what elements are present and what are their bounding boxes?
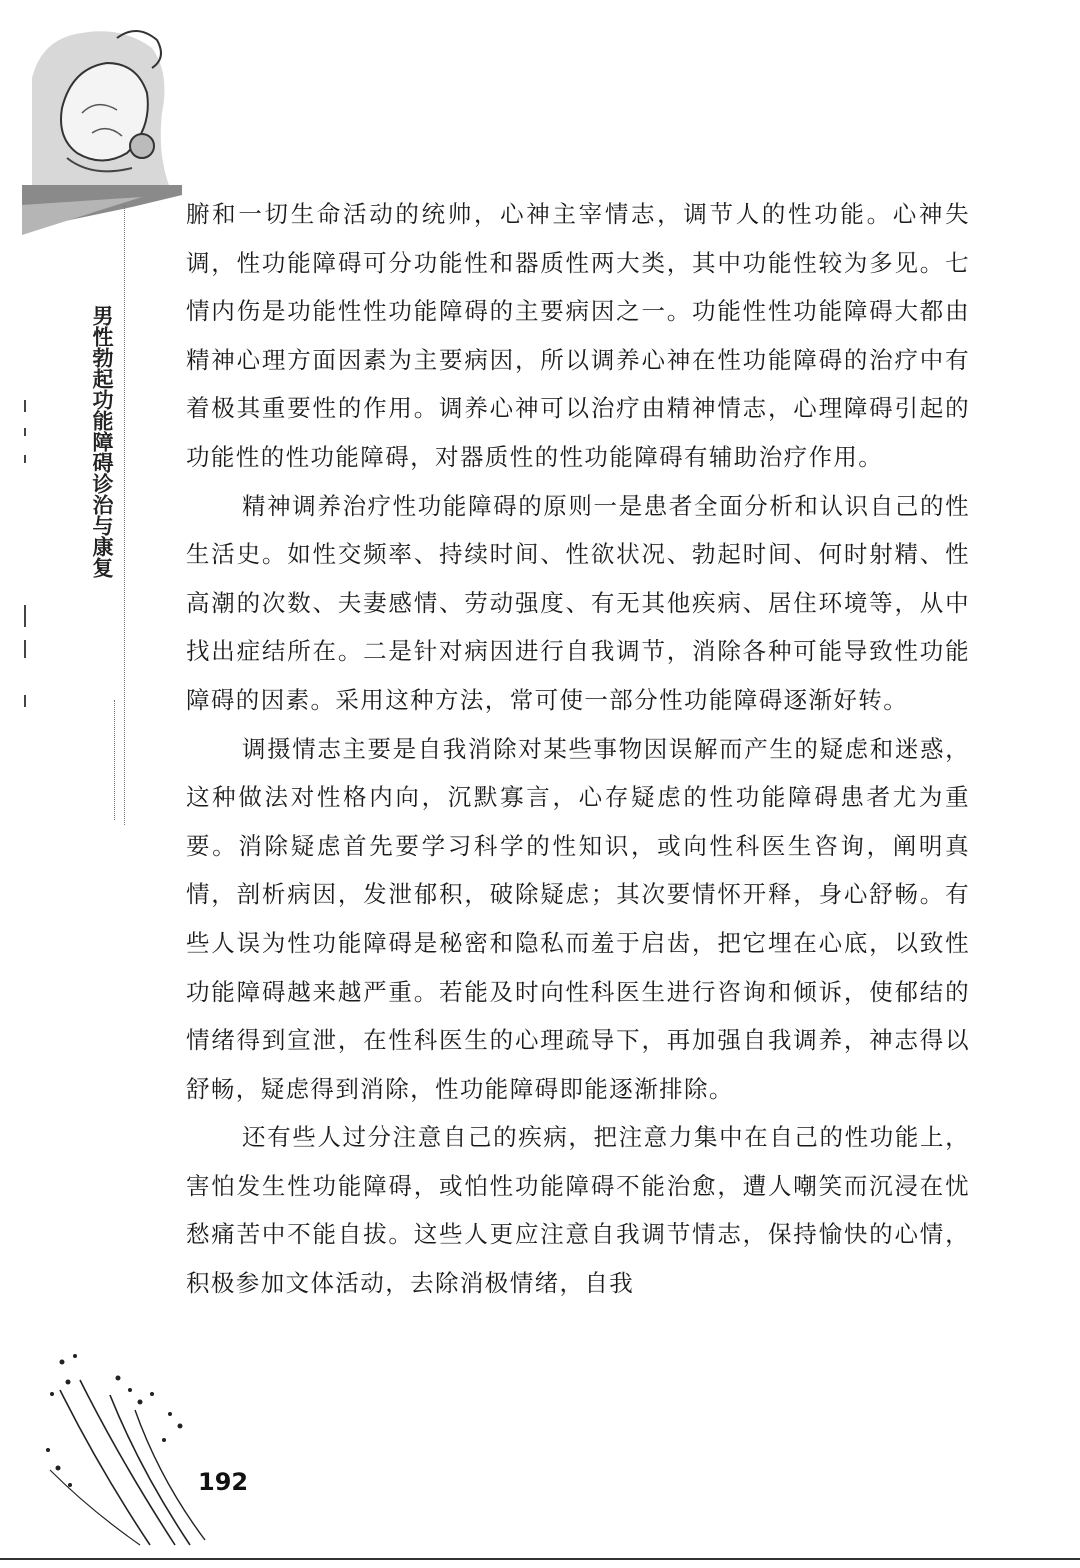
margin-tick xyxy=(24,695,26,707)
margin-dotted-rule xyxy=(114,700,115,820)
paragraph-1: 腑和一切生命活动的统帅，心神主宰情志，调节人的性功能。心神失调，性功能障碍可分功能性和器质性两大类，其中功能性较为多见。七情内伤是功能性性功能障碍的主要病因之一。功能性性功能障碍大都由精神心理方面因素为主要病因，所以调养心神在性功能障碍的治疗中有着极其重要性的作用。调养心神可以治疗由精神情志，心理障碍引起的功能性的性功能障碍，对器质性的性功能障碍有辅助治疗作用。 xyxy=(186,200,970,471)
decorative-wedge xyxy=(22,185,182,235)
margin-tick xyxy=(24,455,26,463)
margin-tick xyxy=(24,400,26,412)
margin-tick xyxy=(24,640,26,658)
margin-dotted-rule xyxy=(124,205,125,825)
page-bottom-edge xyxy=(0,1558,1080,1560)
paragraph-3: 调摄情志主要是自我消除对某些事物因误解而产生的疑虑和迷惑，这种做法对性格内向，沉默寡言，心存疑虑的性功能障碍患者尤为重要。消除疑虑首先要学习科学的性知识，或向性科医生咨询，阐明真情，剖析病因，发泄郁积，破除疑虑；其次要情怀开释，身心舒畅。有些人误为性功能障碍是秘密和隐私而羞于启齿，把它埋在心底，以致性功能障碍越来越严重。若能及时向性科医生进行咨询和倾诉，使郁结的情绪得到宣泄，在性科医生的心理疏导下，再加强自我调养，神志得以舒畅，疑虑得到消除，性功能障碍即能逐渐排除。 xyxy=(186,734,970,1103)
bodybuilder-illustration-icon xyxy=(22,18,172,193)
margin-tick xyxy=(24,605,26,627)
firework-sparkle-icon xyxy=(40,1350,210,1550)
page-number: 192 xyxy=(198,1468,249,1496)
body-text xyxy=(186,190,970,1308)
margin-tick xyxy=(24,428,26,436)
paragraph-2: 精神调养治疗性功能障碍的原则一是患者全面分析和认识自己的性生活史。如性交频率、持续时间、性欲状况、勃起时间、何时射精、性高潮的次数、夫妻感情、劳动强度、有无其他疾病、居住环境等，从中找出症结所在。二是针对病因进行自我调节，消除各种可能导致性功能障碍的因素。采用这种方法，常可使一部分性功能障碍逐渐好转。 xyxy=(186,491,970,714)
side-book-title: 男性勃起功能障碍诊治与康复 xyxy=(90,305,114,578)
paragraph-4: 还有些人过分注意自己的疾病，把注意力集中在自己的性功能上，害怕发生性功能障碍，或怕性功能障碍不能治愈，遭人嘲笑而沉浸在忧愁痛苦中不能自拔。这些人更应注意自我调节情志，保持愉快的心情，积极参加文体活动，去除消极情绪，自我 xyxy=(186,1123,970,1298)
